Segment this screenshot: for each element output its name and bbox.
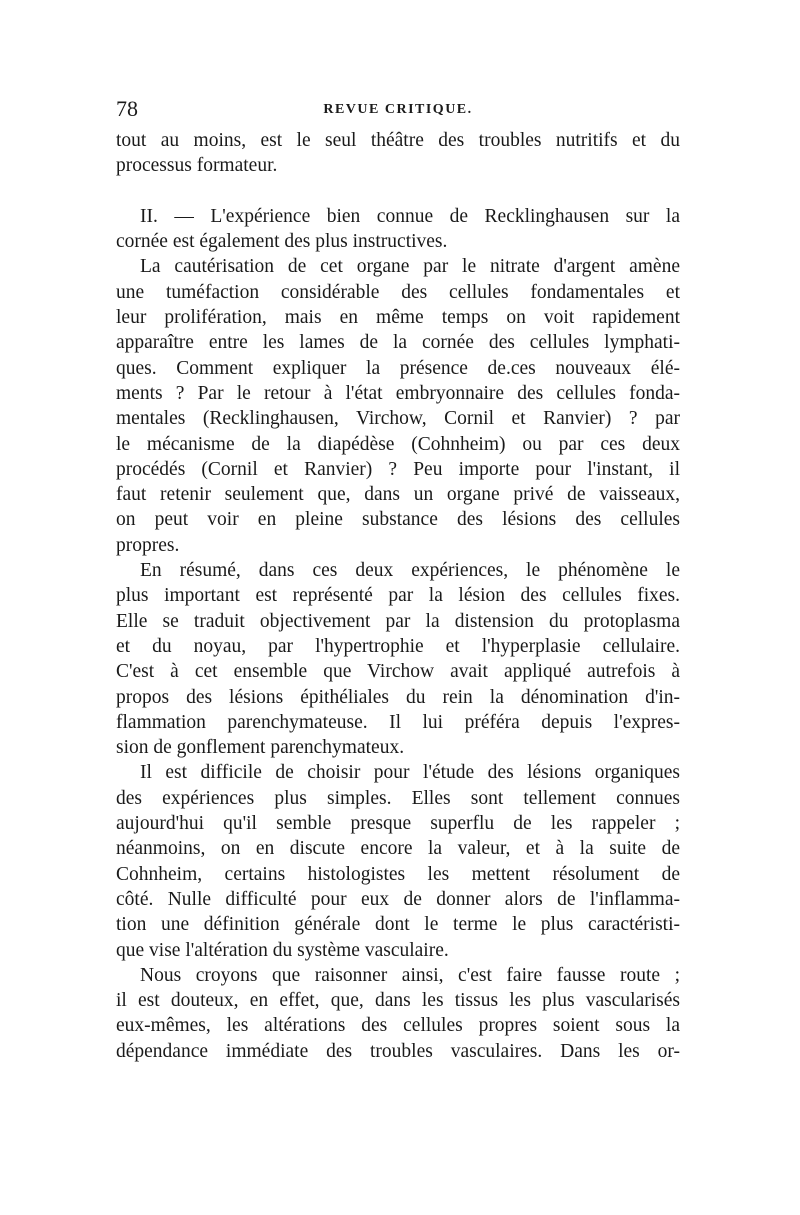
text-line: et du noyau, par l'hypertrophie et l'hyperplasie cellulaire. (116, 635, 680, 657)
text-line: flammation parenchymateuse. Il lui préféra depuis l'expres- (116, 711, 680, 733)
text-line: une tuméfaction considérable des cellules fondamentales et (116, 281, 680, 303)
text-line: ments ? Par le retour à l'état embryonnaire des cellules fonda- (116, 382, 680, 404)
text-line: dépendance immédiate des troubles vasculaires. Dans les or- (116, 1040, 680, 1062)
text-line: faut retenir seulement que, dans un organe privé de vaisseaux, (116, 484, 680, 506)
page-header (116, 94, 680, 124)
text-line: le mécanisme de la diapédèse (Cohnheim) ou par ces deux (116, 433, 680, 455)
text-line: propos des lésions épithéliales du rein la dénomination d'in- (116, 686, 680, 708)
text-line: aujourd'hui qu'il semble presque superflu de les rappeler ; (116, 813, 680, 835)
text-line: plus important est représenté par la lésion des cellules fixes. (116, 585, 680, 607)
text-line: procédés (Cornil et Ranvier) ? Peu importe pour l'instant, il (116, 458, 680, 480)
text-line: eux-mêmes, les altérations des cellules propres soient sous la (116, 1015, 680, 1037)
text-line: mentales (Recklinghausen, Virchow, Cornil et Ranvier) ? par (116, 408, 680, 430)
text-line: apparaître entre les lames de la cornée des cellules lymphati- (116, 332, 680, 354)
text-line: côté. Nulle difficulté pour eux de donner alors de l'inflamma- (116, 888, 680, 910)
page-number: 78 (116, 96, 138, 121)
text-line: tout au moins, est le seul théâtre des troubles nutritifs et du (116, 130, 680, 151)
text-line: néanmoins, on en discute encore la valeur, et à la suite de (116, 838, 680, 860)
text-line: leur prolifération, mais en même temps on voit rapidement (116, 307, 680, 329)
text-line: La cautérisation de cet organe par le nitrate d'argent amène (140, 256, 680, 278)
text-line: Il est difficile de choisir pour l'étude des lésions organiques (140, 762, 680, 784)
text-line: C'est à cet ensemble que Virchow avait appliqué autrefois à (116, 661, 680, 683)
text-line: Elle se traduit objectivement par la distension du protoplasma (116, 610, 680, 632)
text-line: ques. Comment expliquer la présence de.ces nouveaux élé- (116, 357, 680, 379)
text-line: tion une définition générale dont le terme le plus caractéristi- (116, 914, 680, 936)
text-line: processus formateur. (116, 155, 278, 177)
blank-line (116, 179, 680, 204)
text-line: En résumé, dans ces deux expériences, le phénomène le (140, 560, 680, 582)
text-line: il est douteux, en effet, que, dans les tissus les plus vascularisés (116, 990, 680, 1012)
text-line: Nous croyons que raisonner ainsi, c'est faire fausse route ; (140, 964, 680, 986)
text-line: cornée est également des plus instructives. (116, 231, 448, 253)
body-text (116, 128, 680, 1064)
text-line: que vise l'altération du système vasculaire. (116, 939, 449, 961)
text-line: des expériences plus simples. Elles sont tellement connues (116, 787, 680, 809)
running-title: REVUE CRITIQUE. (323, 102, 473, 117)
text-line: Cohnheim, certains histologistes les mettent résolument de (116, 863, 680, 885)
text-line: on peut voir en pleine substance des lésions des cellules (116, 509, 680, 531)
text-line: propres. (116, 534, 180, 556)
text-line: sion de gonflement parenchymateux. (116, 737, 405, 759)
text-line: II. — L'expérience bien connue de Recklinghausen sur la (140, 205, 680, 227)
